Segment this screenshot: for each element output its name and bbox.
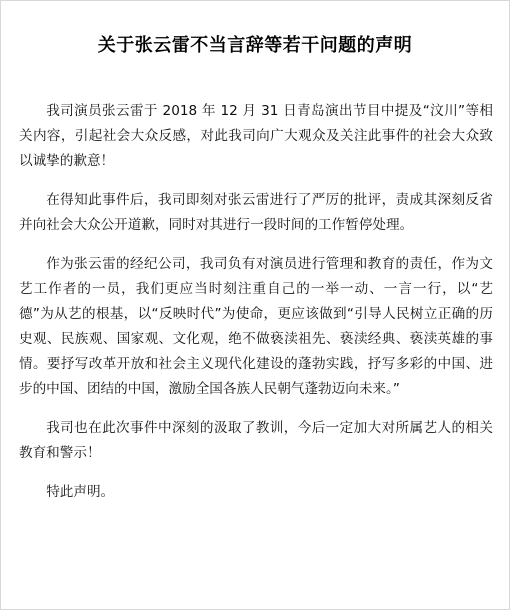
paragraph-actions-taken: 在得知此事件后，我司即刻对张云雷进行了严厉的批评，责成其深刻反省并向社会大众公开道歉，同时对其进行一段时间的工作暂停处理。 [19,192,493,233]
statement-body [19,99,493,519]
paragraph-responsibility: 作为张云雷的经纪公司，我司负有对演员进行管理和教育的责任，作为文艺工作者的一员，我们更应当时刻注重自己的一举一动、一言一行，以“艺德”为从艺的根基，以“反映时代”为使命，更应该做到“引导人民树立正确的历史观、民族观、国家观、文化观，绝不做亵渎祖先、亵渎经典、亵渎英雄的事情。要抒写改革开放和社会主义现代化建设的蓬勃实践，抒写多彩的中国、进步的中国、团结的中国，激励全国各族人民朝气蓬勃迈向未来。” [19,256,493,397]
paragraph-apology: 我司演员张云雷于 2018 年 12 月 31 日青岛演出节目中提及“汶川”等相关内容，引起社会大众反感，对此我司向广大观众及关注此事件的社会大众致以诚挚的歉意！ [19,103,493,169]
statement-title: 关于张云雷不当言辞等若干问题的声明 [97,35,413,56]
paragraph-lessons: 我司也在此次事件中深刻的汲取了教训，今后一定加大对所属艺人的相关教育和警示！ [19,420,493,461]
paragraph-closing: 特此声明。 [46,484,115,500]
